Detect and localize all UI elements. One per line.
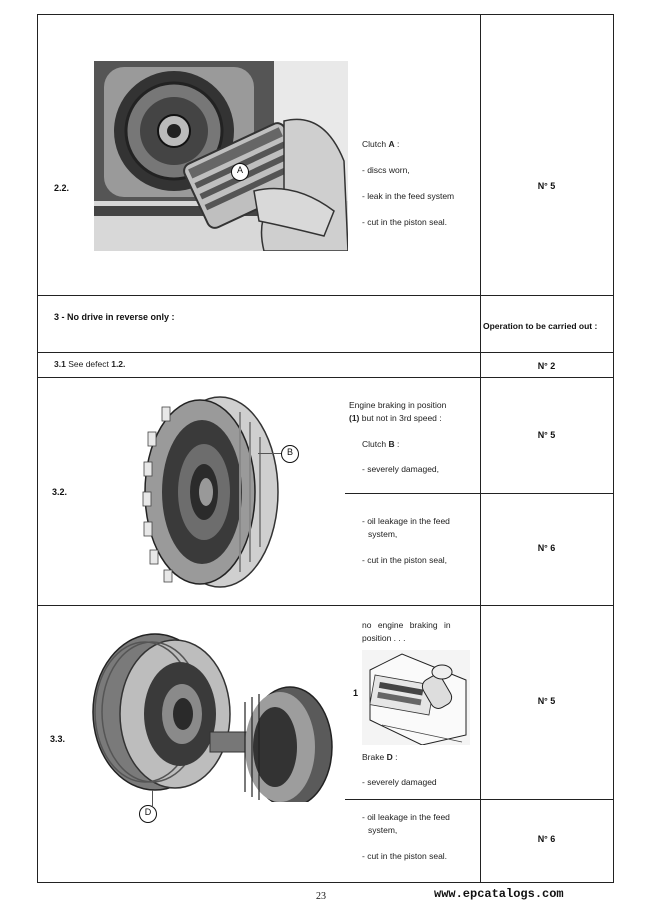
page-number: 23 — [316, 891, 326, 902]
clutch-b-item-1: - severely damaged, — [362, 464, 440, 474]
callout-b-leader — [258, 453, 282, 454]
row32-top-line-2 — [349, 412, 442, 425]
clutch-a-title — [362, 138, 399, 151]
op-3-1: N° 2 — [537, 361, 556, 371]
callout-a-letter: A — [236, 165, 243, 175]
website-url[interactable]: www.epcatalogs.com — [434, 887, 564, 901]
clutch-b-title — [362, 438, 399, 451]
brake-d-item-2: - oil leakage in the feed — [362, 812, 450, 822]
row-sep-3 — [37, 377, 614, 378]
row33-sub-sep — [345, 799, 614, 800]
op-3-2-a: N° 5 — [537, 430, 556, 440]
brake-d-item-2-cont: system, — [368, 825, 398, 835]
row-3-1-label — [54, 358, 125, 371]
brake-d-item-3: - cut in the piston seal. — [362, 851, 448, 861]
op-2-2: N° 5 — [537, 181, 556, 191]
callout-d-letter: D — [144, 807, 152, 817]
clutch-b-photo — [140, 392, 280, 592]
clutch-a-item-2: - leak in the feed system — [362, 191, 455, 201]
row-3-1-text: See defect — [68, 359, 112, 369]
row-label-3-3: 3.3. — [50, 734, 66, 744]
frame-right — [613, 14, 614, 883]
row-label-3-2: 3.2. — [52, 487, 68, 497]
row-sep-4 — [37, 605, 614, 606]
row32-top-line-2-text: but not in 3rd speed : — [361, 413, 442, 423]
brake-d-photo — [80, 632, 334, 802]
clutch-a-title-letter: A — [388, 139, 395, 149]
row32-sub-sep — [345, 493, 614, 494]
brake-d-title-suffix: : — [392, 752, 398, 762]
operation-header: Operation to be carried out : — [483, 321, 598, 331]
brake-d-title-prefix: Brake — [362, 752, 387, 762]
clutch-a-title-prefix: Clutch — [362, 139, 389, 149]
brake-d-title-letter: D — [386, 752, 393, 762]
frame-bottom — [37, 882, 614, 883]
gear-selector-inset — [362, 650, 470, 745]
row-sep-2 — [37, 352, 614, 353]
row-3-1-num: 3.1 — [54, 359, 66, 369]
clutch-a-item-3: - cut in the piston seal. — [362, 217, 448, 227]
row33-top-line-2: position . . . — [362, 633, 406, 643]
clutch-b-item-2-cont: system, — [368, 529, 398, 539]
op-3-2-b: N° 6 — [537, 543, 556, 553]
clutch-a-item-1: - discs worn, — [362, 165, 410, 175]
brake-d-item-1: - severely damaged — [362, 777, 437, 787]
row-sep-1 — [37, 295, 614, 296]
row-label-2-2: 2.2. — [54, 183, 70, 193]
frame-left — [37, 14, 38, 883]
brake-d-title — [362, 751, 397, 764]
row32-position-num: (1) — [349, 413, 360, 423]
callout-b-letter: B — [286, 447, 293, 457]
clutch-a-photo — [94, 61, 348, 251]
op-3-3-b: N° 6 — [537, 834, 556, 844]
clutch-b-item-2: - oil leakage in the feed — [362, 516, 450, 526]
section-3-heading: 3 - No drive in reverse only : — [54, 312, 175, 322]
clutch-b-title-prefix: Clutch — [362, 439, 389, 449]
clutch-b-title-suffix: : — [394, 439, 400, 449]
frame-top — [37, 14, 614, 15]
clutch-b-title-letter: B — [388, 439, 395, 449]
clutch-a-title-suffix: : — [394, 139, 400, 149]
column-divider — [480, 14, 481, 883]
op-3-3-a: N° 5 — [537, 696, 556, 706]
row33-top-line-1: no engine braking in — [362, 620, 451, 630]
row-3-1-ref: 1.2. — [111, 359, 126, 369]
clutch-b-item-3: - cut in the piston seal, — [362, 555, 448, 565]
inset-position-num: 1 — [353, 688, 359, 698]
row32-top-line-1: Engine braking in position — [349, 400, 447, 410]
